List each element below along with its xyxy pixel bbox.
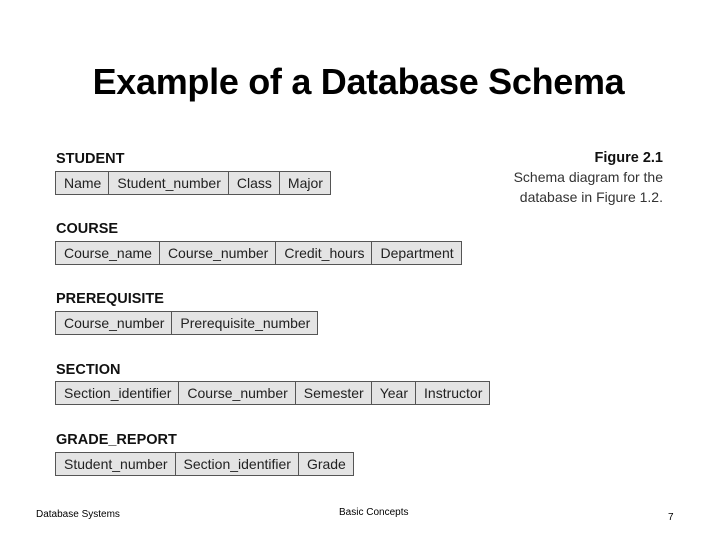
- attribute-cell: Instructor: [424, 385, 483, 401]
- footer-left-text: Database Systems: [36, 509, 120, 520]
- slide-title: Example of a Database Schema: [92, 61, 625, 102]
- footer-center-text: Basic Concepts: [339, 507, 409, 518]
- attribute-cell: Course_number: [56, 312, 172, 334]
- attribute-cell: Student_number: [109, 172, 229, 194]
- relation-course: [55, 241, 462, 265]
- relation-section: [55, 381, 490, 405]
- page-number: 7: [668, 512, 674, 523]
- attribute-cell: Year: [372, 382, 416, 404]
- attribute-cell: Course_name: [56, 242, 160, 264]
- attribute-cell: Course_number: [160, 242, 276, 264]
- relation-grade-report: [55, 452, 354, 476]
- relation-name-prerequisite: PREREQUISITE: [56, 291, 164, 307]
- relation-name-student: STUDENT: [56, 151, 125, 167]
- relation-name-grade-report: GRADE_REPORT: [56, 432, 177, 448]
- relation-name-course: COURSE: [56, 221, 119, 237]
- figure-caption-line-2: database in Figure 1.2.: [519, 189, 663, 205]
- relation-name-section: SECTION: [56, 362, 121, 378]
- figure-caption-line-1: Schema diagram for the: [513, 169, 663, 185]
- figure-caption-title: Figure 2.1: [594, 150, 663, 166]
- relation-student: [55, 171, 331, 195]
- attribute-cell: Major: [287, 175, 323, 191]
- attribute-cell: Name: [56, 172, 109, 194]
- attribute-cell: Semester: [296, 382, 372, 404]
- attribute-cell: Credit_hours: [276, 242, 372, 264]
- relation-prerequisite: [55, 311, 318, 335]
- attribute-cell: Section_identifier: [176, 453, 299, 475]
- attribute-cell: Grade: [306, 456, 346, 472]
- figure-caption: [514, 149, 663, 207]
- attribute-cell: Section_identifier: [56, 382, 179, 404]
- attribute-cell: Student_number: [56, 453, 176, 475]
- attribute-cell: Department: [380, 245, 454, 261]
- attribute-cell: Course_number: [179, 382, 295, 404]
- attribute-cell: Class: [229, 172, 280, 194]
- attribute-cell: Prerequisite_number: [180, 315, 311, 331]
